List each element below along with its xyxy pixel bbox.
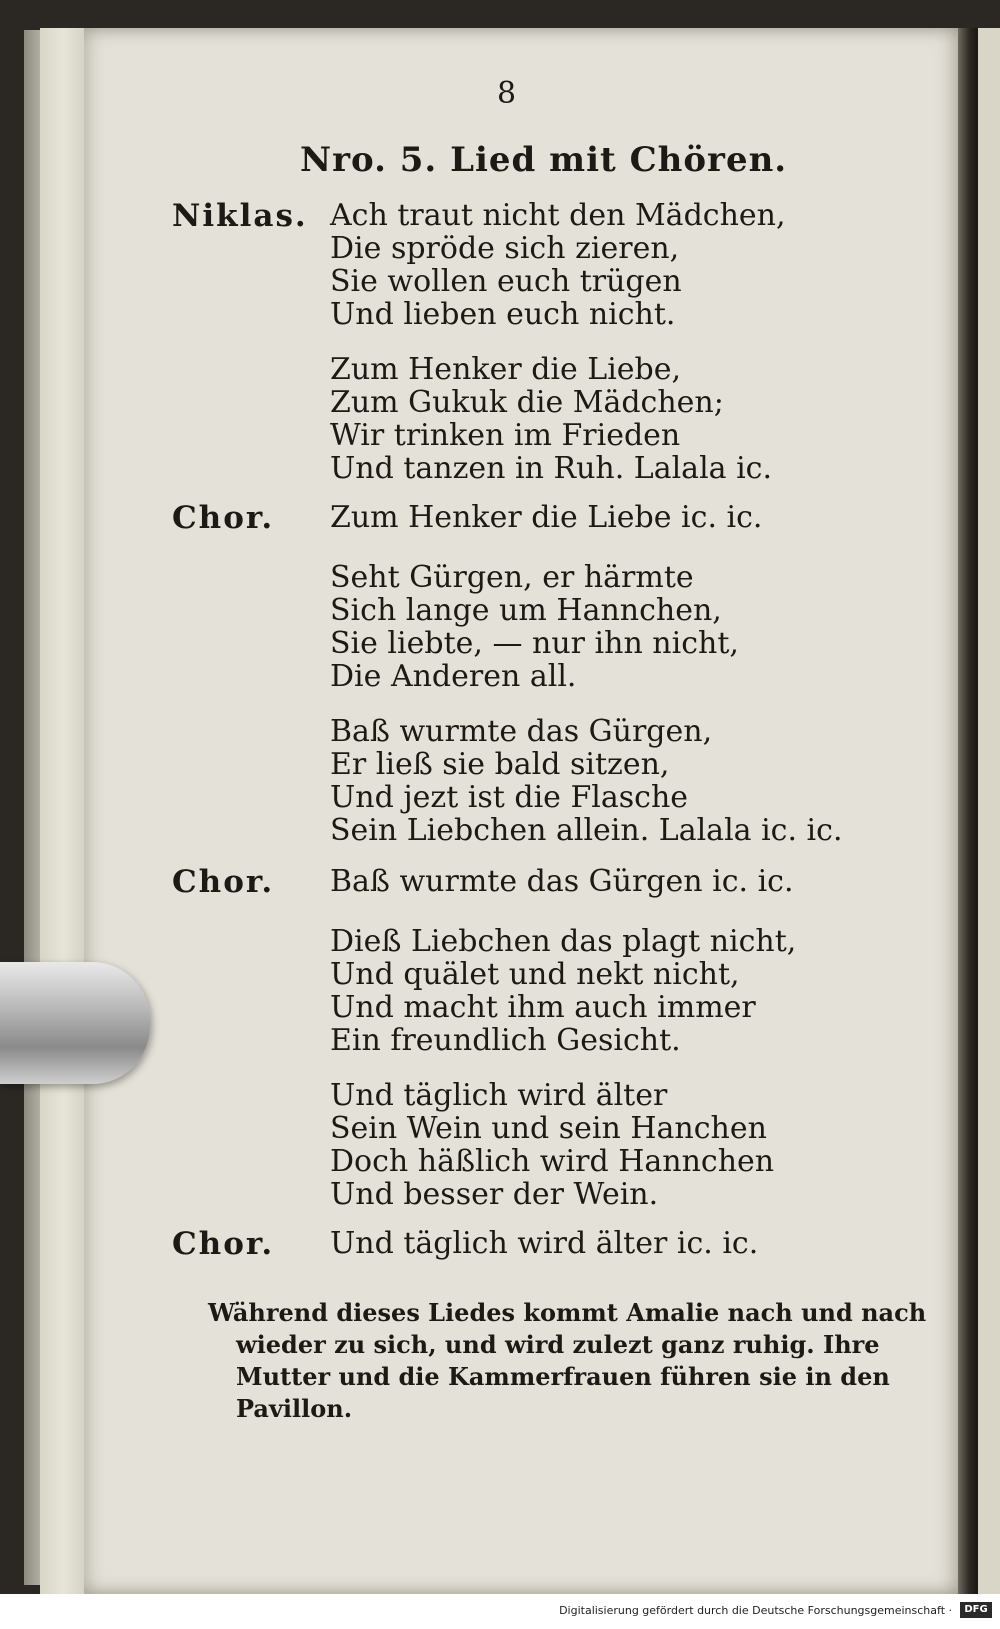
verse-line: Ach traut nicht den Mädchen, bbox=[330, 198, 786, 233]
stage-direction-line: Pavillon. bbox=[236, 1394, 353, 1423]
dfg-logo: DFG bbox=[960, 1602, 992, 1618]
verse-line: Sie wollen euch trügen bbox=[330, 264, 682, 299]
verse-line: Und tanzen in Ruh. Lalala ic. bbox=[330, 451, 773, 486]
chorus-line: Und täglich wird älter ic. ic. bbox=[330, 1226, 759, 1261]
song-title: Nro. 5. Lied mit Chören. bbox=[300, 140, 788, 180]
chorus-line: Baß wurmte das Gürgen ic. ic. bbox=[330, 864, 794, 899]
stage-direction-line: wieder zu sich, und wird zulezt ganz ruhig. Ihre bbox=[236, 1330, 880, 1359]
verse-line: Seht Gürgen, er härmte bbox=[330, 560, 694, 595]
verse-line: Ein freundlich Gesicht. bbox=[330, 1023, 681, 1058]
speaker-label: Chor. bbox=[172, 1226, 275, 1262]
verse-line: Er ließ sie bald sitzen, bbox=[330, 747, 670, 782]
verse-line: Zum Gukuk die Mädchen; bbox=[330, 385, 724, 420]
page-number: 8 bbox=[497, 76, 517, 111]
verse-line: Dieß Liebchen das plagt nicht, bbox=[330, 924, 797, 959]
verse-line: Die spröde sich zieren, bbox=[330, 231, 680, 266]
book-clip bbox=[0, 962, 150, 1084]
verse-line: Und besser der Wein. bbox=[330, 1177, 659, 1212]
stage-direction-line: Mutter und die Kammerfrauen führen sie in den bbox=[236, 1362, 890, 1391]
speaker-label: Chor. bbox=[172, 500, 275, 536]
verse-line: Sich lange um Hannchen, bbox=[330, 593, 722, 628]
verse-line: Sein Liebchen allein. Lalala ic. ic. bbox=[330, 813, 843, 848]
right-page-edge bbox=[958, 28, 978, 1598]
facing-page-edge bbox=[978, 28, 1000, 1598]
verse-line: Und quälet und nekt nicht, bbox=[330, 957, 740, 992]
verse-line: Wir trinken im Frieden bbox=[330, 418, 681, 453]
chorus-line: Zum Henker die Liebe ic. ic. bbox=[330, 500, 763, 535]
digitization-credit: Digitalisierung gefördert durch die Deutsche Forschungsgemeinschaft · bbox=[559, 1604, 952, 1617]
speaker-label: Niklas. bbox=[172, 198, 308, 234]
verse-line: Die Anderen all. bbox=[330, 659, 577, 694]
verse-line: Zum Henker die Liebe, bbox=[330, 352, 682, 387]
stage-direction-line: Während dieses Liedes kommt Amalie nach und nach bbox=[208, 1298, 927, 1327]
verse-line: Sie liebte, — nur ihn nicht, bbox=[330, 626, 739, 661]
verse-line: Baß wurmte das Gürgen, bbox=[330, 714, 713, 749]
speaker-label: Chor. bbox=[172, 864, 275, 900]
verse-line: Doch häßlich wird Hannchen bbox=[330, 1144, 775, 1179]
verse-line: Und täglich wird älter bbox=[330, 1078, 668, 1113]
verse-line: Und lieben euch nicht. bbox=[330, 297, 676, 332]
verse-line: Sein Wein und sein Hanchen bbox=[330, 1111, 767, 1146]
verse-line: Und jezt ist die Flasche bbox=[330, 780, 689, 815]
verse-line: Und macht ihm auch immer bbox=[330, 990, 756, 1025]
